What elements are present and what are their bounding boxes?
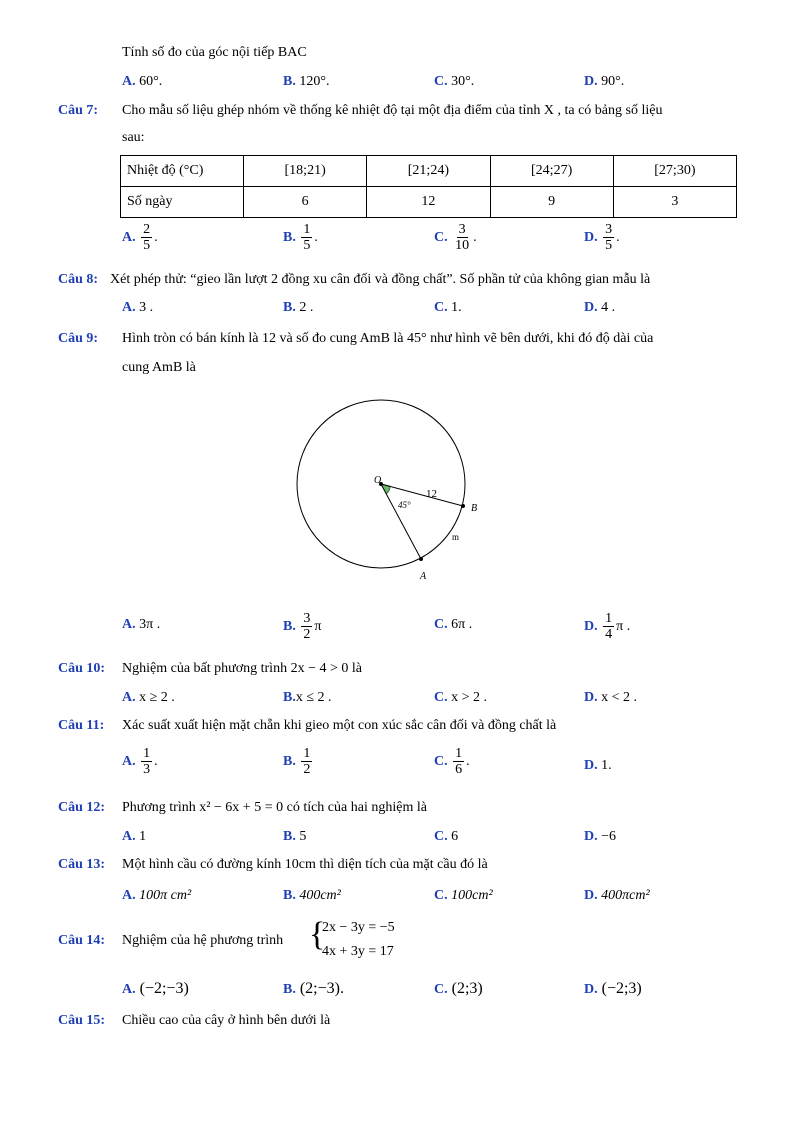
- question-text: Phương trình x² − 6x + 5 = 0 có tích của hai nghiệm là: [122, 800, 427, 815]
- question-text: Chiều cao của cây ở hình bên dưới là: [122, 1013, 331, 1028]
- question-text: Nghiệm của bất phương trình 2x − 4 > 0 là: [122, 661, 362, 676]
- question-text: Cho mẫu số liệu ghép nhóm về thống kê nhiệt độ tại một địa điểm của tỉnh X , ta có bảng số liệu: [122, 103, 663, 118]
- table-cell: Nhiệt độ (°C): [121, 156, 244, 187]
- label-b: B: [471, 503, 478, 514]
- option-a: A. $\frac{2}{5}$ .: [122, 222, 158, 254]
- circle-figure: [290, 392, 480, 592]
- option-c: C. 1.: [434, 300, 462, 315]
- label-a: A: [420, 571, 427, 582]
- question-number: Câu 10:: [58, 661, 106, 676]
- option-c: C. 30°.: [434, 74, 475, 89]
- option-a: A. 100π cm²: [122, 888, 192, 903]
- label-o: O: [374, 475, 382, 486]
- table-cell: Số ngày: [121, 187, 244, 218]
- option-b: B. 400cm²: [283, 888, 341, 903]
- option-c: C. $\frac{3}{10}$ .: [434, 222, 477, 254]
- option-b: B. $\frac{1}{5}$ .: [283, 222, 318, 254]
- question-number: Câu 15:: [58, 1013, 106, 1028]
- question-text: Hình tròn có bán kính là 12 và số đo cung AmB là 45° như hình vẽ bên dưới, khi đó độ dài của: [122, 331, 654, 346]
- question-text-cont: sau:: [122, 130, 145, 145]
- option-b: B. (2;−3).: [283, 980, 344, 997]
- table-cell: [21;24): [367, 156, 490, 187]
- point-b: [461, 504, 465, 508]
- option-a: A. 3π .: [122, 617, 161, 632]
- option-d: D. 90°.: [584, 74, 625, 89]
- radius-oa: [381, 484, 421, 559]
- question-text: Xác suất xuất hiện mặt chẵn khi gieo một con xúc sắc cân đối và đồng chất là: [122, 718, 557, 733]
- question-number: Câu 14:: [58, 933, 106, 948]
- question-text: Nghiệm của hệ phương trình: [122, 933, 284, 948]
- table-cell: 12: [367, 187, 490, 218]
- option-c: C. $\frac{1}{6}$ .: [434, 746, 470, 778]
- option-b: B.x ≤ 2 .: [283, 690, 332, 705]
- option-b: B. 5: [283, 829, 307, 844]
- option-d: D. −6: [584, 829, 617, 844]
- table-row: [121, 156, 737, 187]
- option-c: C. 6: [434, 829, 459, 844]
- radius-ob: [381, 484, 463, 506]
- question-number: Câu 9:: [58, 331, 99, 346]
- question-number: Câu 13:: [58, 857, 106, 872]
- equation-2: 4x + 3y = 17: [322, 944, 394, 959]
- option-a: A. $\frac{1}{3}$ .: [122, 746, 158, 778]
- option-c: C. x > 2 .: [434, 690, 488, 705]
- option-b: B. $\frac{1}{2}$: [283, 746, 311, 778]
- data-table: [120, 155, 737, 218]
- option-d: D. 400πcm²: [584, 888, 650, 903]
- question-text: Xét phép thử: “gieo lần lượt 2 đồng xu cân đối và đồng chất”. Số phần tử của không gian mẫu là: [110, 272, 651, 287]
- table-cell: [24;27): [490, 156, 613, 187]
- point-a: [419, 557, 423, 561]
- table-cell: [27;30): [613, 156, 736, 187]
- option-b: B. 120°.: [283, 74, 330, 89]
- question-number: Câu 12:: [58, 800, 106, 815]
- table-cell: 9: [490, 187, 613, 218]
- question-text: Một hình cầu có đường kính 10cm thì diện tích của mặt cầu đó là: [122, 857, 488, 872]
- option-a: A. 3 .: [122, 300, 154, 315]
- option-a: A. 1: [122, 829, 147, 844]
- label-radius: 12: [426, 488, 437, 500]
- option-d: D. 1.: [584, 758, 612, 773]
- equation-1: 2x − 3y = −5: [322, 920, 395, 935]
- option-b: B. $\frac{3}{2}$ π: [283, 611, 322, 643]
- table-row: [121, 187, 737, 218]
- table-cell: 3: [613, 187, 736, 218]
- table-cell: [18;21): [244, 156, 367, 187]
- system-brace: {: [309, 916, 326, 953]
- question-number: Câu 8:: [58, 272, 99, 287]
- option-a: A. (−2;−3): [122, 980, 189, 997]
- option-a: A. 60°.: [122, 74, 163, 89]
- question-prompt: Tính số đo của góc nội tiếp BAC: [122, 45, 307, 60]
- option-d: D. $\frac{1}{4}$ π .: [584, 611, 631, 643]
- option-a: A. x ≥ 2 .: [122, 690, 175, 705]
- label-m: m: [452, 532, 460, 542]
- label-angle: 45°: [398, 500, 411, 510]
- question-text-cont: cung AmB là: [122, 360, 196, 375]
- option-c: C. 100cm²: [434, 888, 493, 903]
- question-number: Câu 11:: [58, 718, 105, 733]
- question-number: Câu 7:: [58, 103, 99, 118]
- option-d: D. 4 .: [584, 300, 616, 315]
- option-d: D. (−2;3): [584, 980, 642, 997]
- option-d: D. x < 2 .: [584, 690, 638, 705]
- option-c: C. (2;3): [434, 980, 483, 997]
- option-c: C. 6π .: [434, 617, 473, 632]
- option-b: B. 2 .: [283, 300, 314, 315]
- table-cell: 6: [244, 187, 367, 218]
- option-d: D. $\frac{3}{5}$ .: [584, 222, 620, 254]
